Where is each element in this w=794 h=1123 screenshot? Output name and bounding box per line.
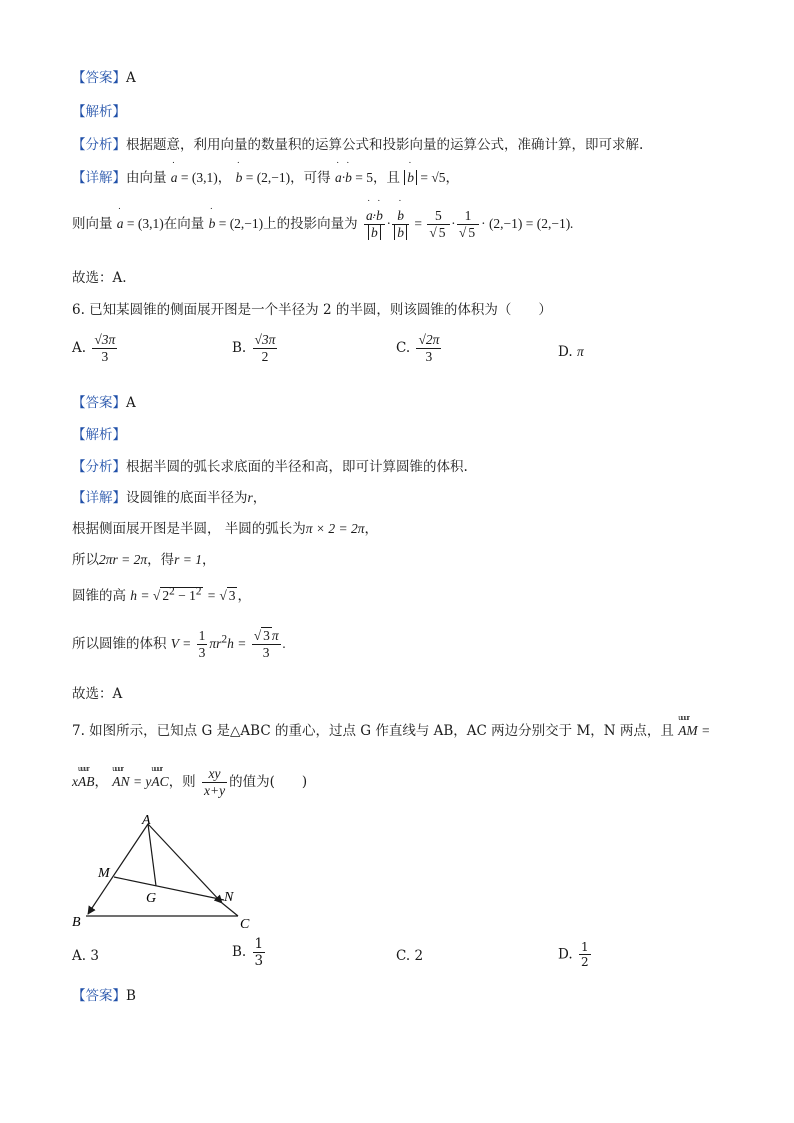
fenxi-text: 根据半圆的弧长求底面的半径和高，即可计算圆锥的体积. — [126, 459, 468, 475]
denominator: 3 — [425, 349, 433, 365]
norm-b: ˙ b = √5 — [404, 170, 445, 185]
option-label: A. — [72, 340, 87, 357]
volume-formula: V = $\frac{1}{3}$ $\pi r^2h$ = $\frac{√ 3 \pi}{3}$ . — [170, 628, 287, 661]
option-label: C. — [396, 948, 411, 964]
detail-text: 由向量 — [126, 170, 167, 186]
q6-option-b[interactable] — [232, 332, 279, 365]
equation: 2πr = 2π — [99, 552, 148, 567]
line-mn — [114, 877, 224, 900]
analysis-tag: 【解析】 — [72, 427, 126, 443]
vector-a-value: = (3,1) — [126, 215, 164, 231]
vector-relation-1: xuuur AB — [72, 774, 95, 789]
q6-choice-line — [72, 682, 122, 702]
answer-value: A — [126, 70, 136, 86]
option-fraction — [92, 332, 117, 365]
q5-detail-line-2 — [72, 208, 574, 241]
fenxi-tag: 【分析】 — [72, 137, 126, 153]
projection-result: (2,−1) = (2,−1) — [488, 215, 571, 231]
detail-text: ，可得 — [290, 170, 331, 186]
option-fraction — [253, 332, 278, 365]
vector-b-value: = (2,−1) — [218, 215, 264, 231]
label-g: G — [146, 891, 157, 906]
vector-relation-2: uuur AN = yuuur AC — [112, 774, 168, 789]
q6-detail-line-5 — [72, 628, 286, 661]
q6-detail-line-2: 根据侧面展开图是半圆， 半圆的弧长为π × 2 = 2π， — [72, 521, 379, 537]
xiangjie-tag: 【详解】 — [72, 490, 126, 506]
numerator: √3π — [253, 332, 278, 349]
q6-answer-line — [72, 391, 136, 411]
label-a: A — [142, 813, 151, 828]
detail-text: 圆锥的高 — [72, 588, 126, 604]
detail-text: 根据侧面展开图是半圆， 半圆的弧长为 — [72, 521, 306, 537]
detail-text: ，得 — [147, 552, 175, 568]
option-value: π — [576, 344, 584, 359]
detail-text: ，且 — [372, 170, 400, 186]
vector-b-value: = (2,−1) — [245, 170, 291, 185]
vector-b: ˙ b = (2,−1) — [209, 216, 264, 231]
option-label: C. — [396, 340, 411, 357]
choice-text: 故选：A — [72, 686, 123, 702]
detail-text: 上的投影向量为 — [263, 215, 358, 232]
analysis-tag: 【解析】 — [72, 104, 126, 120]
detail-text: 所以圆锥的体积 — [72, 635, 167, 652]
vector-am: uuur AM = — [678, 723, 710, 738]
option-label: B. — [232, 944, 247, 961]
label-n: N — [224, 890, 234, 905]
option-fraction — [579, 940, 591, 970]
q5-answer-line — [72, 66, 136, 86]
q6-analysis-line — [72, 423, 126, 443]
q7-option-a[interactable] — [72, 948, 99, 964]
q7-stem-line-1 — [72, 719, 710, 739]
vector-a: ˙ a = (3,1) — [117, 216, 164, 231]
fenxi-tag: 【分析】 — [72, 459, 126, 475]
arc-length-formula: π × 2 = 2π — [305, 521, 365, 536]
fenxi-text: 根据题意，利用向量的数量积的运算公式和投影向量的运算公式，准确计算，即可求解. — [126, 137, 644, 153]
answer-tag: 【答案】 — [72, 988, 126, 1004]
vector-b: ˙ b = (2,−1) — [236, 170, 291, 185]
q6-option-a[interactable] — [72, 332, 119, 365]
answer-tag: 【答案】 — [72, 70, 126, 86]
q7-stem-line-2: xuuur AB， uuur AN = yuuur AC，则 $\frac{xy}{x+y}$ 的值为( ) — [72, 766, 307, 799]
question-stem: 7. 如图所示，已知点 G 是△ABC 的重心，过点 G 作直线与 AB，AC 两边分别交于 M，N 两点，且 — [72, 723, 674, 739]
detail-text: ，则 — [168, 774, 196, 791]
answer-tag: 【答案】 — [72, 395, 126, 411]
denominator: 3 — [254, 953, 264, 970]
option-label: D. — [558, 344, 573, 360]
label-m: M — [98, 866, 110, 881]
question-stem: 6. 已知某圆锥的侧面展开图是一个半径为 2 的半圆，则该圆锥的体积为（ ） — [72, 302, 552, 318]
q6-option-d[interactable] — [558, 344, 584, 360]
q7-option-d[interactable] — [558, 940, 593, 970]
dot-value: = 5 — [355, 170, 373, 185]
q6-detail-line-1: 【详解】设圆锥的底面半径为r， — [72, 490, 267, 506]
label-c: C — [240, 917, 250, 932]
numerator: 1 — [254, 936, 264, 952]
side-ac — [148, 824, 222, 903]
numerator: √2π — [416, 332, 441, 349]
vector-a: ˙ a = (3,1) — [171, 170, 218, 185]
triangle-figure — [66, 810, 266, 932]
detail-text: 所以 — [72, 552, 99, 568]
option-label: D. — [558, 946, 573, 963]
xiangjie-tag: 【详解】 — [72, 170, 126, 186]
denominator: 2 — [261, 349, 269, 365]
q6-fenxi-line — [72, 455, 468, 475]
target-fraction: $\frac{xy}{x+y}$ — [203, 766, 226, 799]
vector-a-value: = (3,1) — [180, 170, 218, 185]
detail-text: 设圆锥的底面半径为 — [126, 490, 248, 506]
q5-fenxi-line — [72, 133, 643, 153]
median-ag — [148, 824, 156, 886]
projection-formula: ˙ a·˙ b ˙ b · ˙ b ˙ b = $\frac{5}{√ 5}$ · $\frac{1}{√ 5}$ · (2,−1) = (2,−1). — [362, 216, 574, 231]
option-value: 3 — [90, 948, 99, 964]
q7-option-b[interactable] — [232, 936, 267, 969]
q6-detail-line-4: 圆锥的高 h = √ $2^2 - 1^2$ = √ 3 ， — [72, 585, 251, 604]
detail-text: 则向量 — [72, 215, 113, 232]
option-fraction — [416, 332, 441, 365]
denominator: 3 — [101, 349, 109, 365]
numerator: √3π — [92, 332, 117, 349]
equation-result: r = 1 — [174, 552, 203, 567]
option-label: B. — [232, 340, 247, 357]
detail-text: 在向量 — [163, 215, 205, 232]
choice-text: 故选：A. — [72, 270, 127, 286]
option-label: A. — [72, 948, 87, 964]
label-b: B — [72, 915, 81, 930]
height-formula: h = √ $2^2 - 1^2$ = √ 3 — [130, 585, 236, 603]
denominator: 2 — [580, 955, 589, 970]
numerator: 1 — [580, 940, 589, 954]
detail-text: 的值为( ) — [229, 774, 308, 791]
norm-value: = √5 — [420, 170, 446, 185]
q6-stem — [72, 298, 552, 318]
answer-value: B — [126, 988, 136, 1004]
side-ab — [88, 824, 148, 914]
q5-choice-line — [72, 266, 127, 286]
q6-detail-line-3: 所以2πr = 2π，得r = 1， — [72, 552, 216, 568]
q7-answer-line — [72, 984, 136, 1004]
option-fraction — [253, 936, 266, 969]
q6-option-c[interactable] — [396, 332, 443, 365]
q5-analysis-line — [72, 100, 126, 120]
q5-detail-line-1: 【详解】由向量 ˙ a = (3,1)， ˙ b = (2,−1)，可得 ˙ a·˙ b = 5，且 ˙ b = √5， — [72, 166, 459, 186]
option-value: 2 — [414, 948, 424, 964]
q7-option-c[interactable] — [396, 948, 423, 964]
answer-value: A — [126, 395, 136, 411]
dot-product: ˙ a·˙ b = 5 — [335, 170, 373, 185]
